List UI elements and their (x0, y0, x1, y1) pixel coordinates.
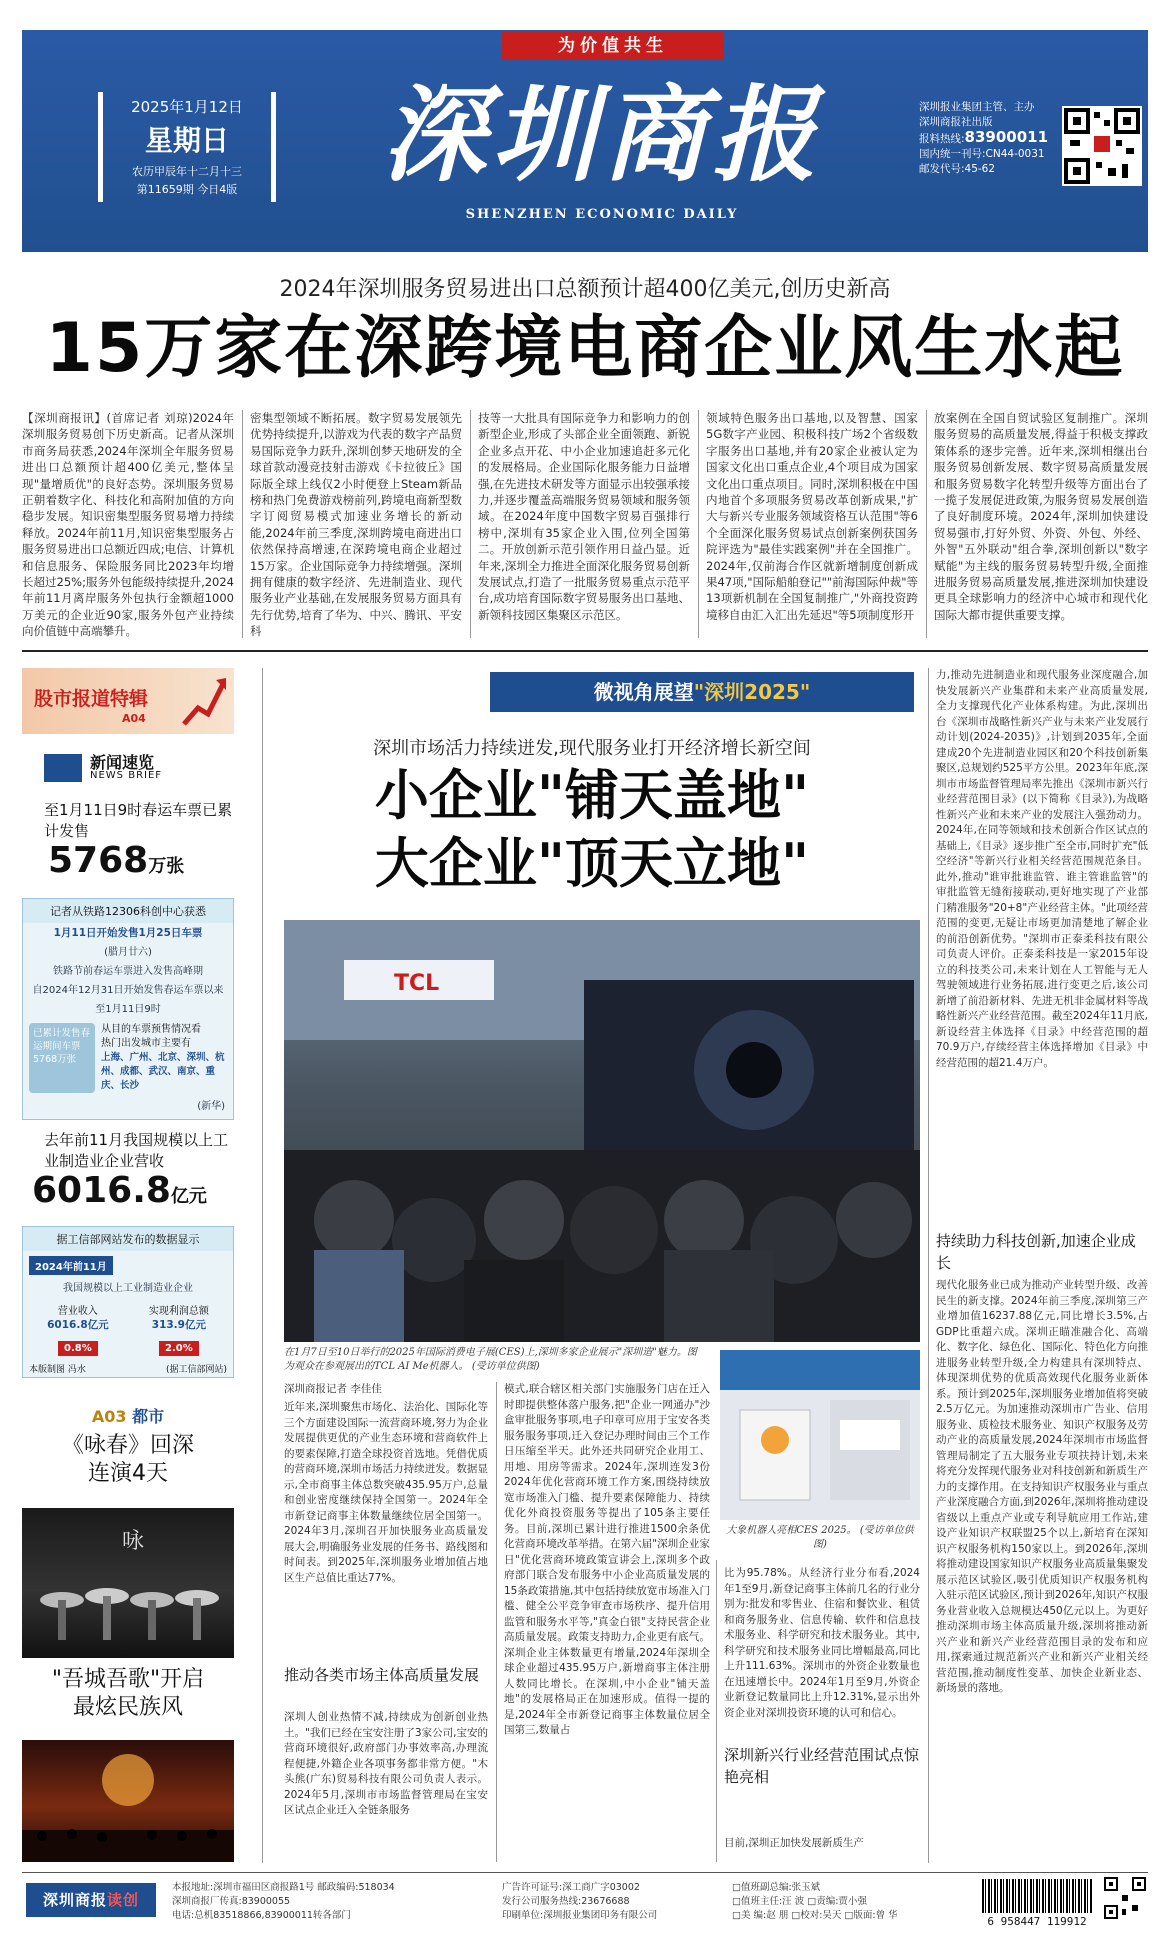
story-1-headline[interactable] (22, 1432, 234, 1488)
feature-col-a-2: 深圳人创业热情不减,持续成为创新创业热土。"我们已经在宝安注册了3家公司,宝安的营商环境很好,政府部门办事效率高,办理流程便捷,外籍企业各项事务都非常方便。"木头熊(广东)贸易科技有限公司负责人表示。2024年5月,深圳市市场监督管理局在宝安区试点企业迁入全链条服务 (284, 1711, 488, 1816)
barcode-number: 6 958447 119912 (987, 1915, 1087, 1928)
column-divider (470, 410, 471, 638)
feature-col-b: 模式,联合辖区相关部门实施服务门店在迁入时即提供整体落户服务,把"企业一网通办"沙盒审批服务事项,电子印章可应用于宝安各类服务服务事项,迁入登记办理时间由三个工作日压缩至半天。此外还共同研究企业用工、用地、用房等需求。2024年,深圳连发3份2024年优化营商环境工作方案,围绕持续放宽市场准入门槛、提升要素保障能力、持续优化外商投资服务等提出了105条主要任务。目前,深圳已累计进行推进1500余条优化营商环境改革举措。在第六届"深圳企业家日"优化营商环境政策宣讲会上,深圳多个政府部门联合发布服务中小企业高质量发展的15条政策措施,其中包括持续放宽市场准入门槛、健全公平竞争审查市场秩序、提升信用监管和服务水平等,"真金白银"支持民营企业高质量发展。政策支持助力,企业更有底气。深圳企业主体数量更有增量,2024年深圳全球企业超过435.95万户,新增商事主体注册人数同比增长。在深圳,中小企业"铺天盖地"的发展格局正在加速形成。值得一提的是,2024年全市新登记商事主体数量位居全国第三,数量占 (504, 1383, 710, 1736)
issue-number: 第11659期 今日4版 (136, 183, 238, 196)
issue-date: 2025年1月12日 (131, 98, 243, 116)
industry-info-header: 据工信部网站发布的数据显示 (23, 1227, 233, 1251)
industry-scope: 我国规模以上工业制造业企业 (63, 1283, 193, 1294)
slogan: 为价值共生 (502, 32, 724, 60)
robot-photo (720, 1350, 920, 1520)
brief-2-figure (22, 1170, 234, 1211)
column-divider (716, 1560, 717, 1862)
publisher-info (919, 100, 1069, 177)
newspaper-title-en: SHENZHEN ECONOMIC DAILY (465, 207, 739, 222)
railway-sale-date: 1月11日开始发售1月25日车票 (53, 927, 203, 939)
top-story-col-5: 放案例在全国自贸试验区复制推广。深圳服务贸易的高质量发展,得益于积极支撑政策体系的逐步完善。近年来,深圳相继出台服务贸易创新发展、数字贸易高质量发展和服务贸易数字化转型升级等方面出台了一揽子发展促进政策,为服务贸易发展创造了良好制度环境。2024年,深圳加快建设贸易强市,打好外贸、外资、外包、外经、外智"五外联动"组合拳,深圳创新以"数字赋能"为主线的服务贸易转型升级,全面推进服务贸易高质量发展,推进深圳加快建设更具全球影响力的经济中心城市和现代化国际大都市提供重要支撑。 (934, 411, 1148, 622)
footer-designer: □美 编:赵 朋 □校对:吴天 □版面:曾 华 (732, 1910, 898, 1921)
a03-page: A03 (91, 1407, 127, 1426)
brief-1-figure (22, 840, 234, 881)
story-1-line-2: 连演4天 (88, 1461, 168, 1486)
news-brief-header (22, 750, 234, 786)
column-divider (242, 410, 243, 638)
feature-column-label: 微视角展望 (593, 680, 694, 704)
footer-qr-code-icon[interactable] (1104, 1877, 1146, 1919)
footer-address: 本报地址:深圳市福田区商报路1号 邮政编码:518034 (172, 1882, 395, 1893)
industry-period-tag: 2024年前11月 (29, 1256, 113, 1275)
publisher: 深圳商报社出版 (919, 116, 993, 128)
feature-headline[interactable] (262, 762, 922, 898)
feature-col-d-2: 现代化服务业已成为推动产业转型升级、改善民生的新支撑。2024年前三季度,深圳第三产业增加值16237.88亿元,同比增长3.5%,占GDP比重超六成。深圳正瞄准融合化、高端化、数字化、绿色化、国际化、特色化方向推进服务业转型升级,全力构建具有深圳特点、体现深圳优势的优质高效现代化服务业新体系。预计到2025年,深圳服务业增加值将突破2.5万亿元。为加速推动深圳市广告业、信用服务业、质检技术服务业、知识产权服务及劳动产业的高质量发展,2024年深圳市市场监督管理局制定了五大服务业专项扶持计划,未来将充分发挥现代服务业对科技创新和新质生产力的支撑作用。在支持知识产权服务业与重点产业深度融合方面,到2026年,深圳将推动建设省级以上重点产业或专利导航应用工作站,建设产业知识产权联盟25个以上,新培育在深知识产权服务机构150家以上。到2026年,深圳将推动建设国家知识产权服务业高质量集聚发展示范区试验区,吸引优质知识产权服务机构入驻示范区试验区,预计到2026年,知识产权服务业营业收入总规模达450亿元以上。为更好推动深圳市场主体高质量升级,深圳将推动新兴产业和新兴产业经营范围目录的发布和应用,探索通过规范新兴产业和新兴产业相关经营范围,推动制度性变革、加快企业新业态、新场景的落地。 (936, 1279, 1148, 1694)
weekday: 星期日 (144, 124, 229, 157)
postal-code: 邮发代号:45-62 (919, 163, 996, 175)
story-2-headline[interactable] (22, 1666, 234, 1722)
footer-logo-main: 深圳商报 (42, 1891, 107, 1909)
railway-lunar-date: (腊月廿六) (104, 947, 152, 958)
railway-preview: 从目的车票预售情况看 (101, 1024, 201, 1035)
railway-peak: 铁路节前春运车票进入发售高峰期 (53, 966, 203, 977)
barcode-icon (982, 1879, 1092, 1913)
newspaper-title: 深圳商报 (381, 73, 822, 196)
cn-number: 国内统一刊号:CN44-0031 (919, 148, 1045, 160)
feature-headline-line-2: 大企业"顶天立地" (374, 832, 810, 895)
brief-2-text: 去年前11月我国规模以上工业制造业企业营收 (44, 1131, 229, 1170)
svg-text:TCL: TCL (394, 971, 440, 996)
feature-subheadline: 深圳市场活力持续迸发,现代服务业打开经济增长新空间 (373, 738, 811, 759)
masthead (22, 30, 1148, 252)
footer-chief-editor: □值班副总编:张玉斌 (732, 1882, 821, 1893)
railway-since: 自2024年12月31日开始发售春运车票以来 (32, 985, 224, 996)
footer-ad-license: 广告许可证号:深工商广字03002 (502, 1882, 640, 1893)
feature-column-banner (490, 672, 914, 712)
lunar-date: 农历甲辰年十二月十三 (132, 165, 242, 178)
story-2-line-2: 最炫民族风 (72, 1695, 183, 1720)
brief-2-number: 6016.8 (32, 1170, 171, 1211)
trend-arrow-icon (182, 674, 228, 728)
feature-col-a: 近年来,深圳聚焦市场化、法治化、国际化等三个方面建设国际一流营商环境,努力为企业发展提供更优的产业生态环境和营商软件上的要素保障,打造全球投资首选地。凭借优质的营商环境,深圳市场活力持续迸发。数据显示,全市商事主体总数突破435.95万户,总量和创业密度继续保持全国第一。2024年全市新登记商事主体数量继续位居全国第一。2024年3月,深圳召开加快服务业高质量发展大会,明确服务业发展的任务书、路线图和时间表。到2025年,深圳服务业增加值占地区生产总值比重达77%。 (284, 1401, 488, 1584)
footer-hotline: 发行公司服务热线:23676688 (502, 1896, 630, 1907)
feature-col-c-2: 目前,深圳正加快发展新质生产 (724, 1837, 864, 1849)
feature-byline: 深圳商报记者 李佳佳 (284, 1383, 382, 1395)
top-story-col-4: 领域特色服务出口基地,以及智慧、国家5G数字产业园、积极科技广场2个省级数字服务出口基地,并有20家企业被认定为国家文化出口重点企业,4个项目成为国家文化出口重点项目。同时,深圳积极在中国内地首个多项服务贸易改革创新成果,"扩大与新兴专业服务领域资格互认范围"等6个全面深化服务贸易试点创新案例获国务院评选为"最佳实践案例"并在全国推广。2024年,仅前海合作区就新增制度创新成果47项,"国际船舶登记""前海国际仲裁"等13项新机制在全国复制推广,"外商投资跨境移自由汇入汇出先延迟"等5项制度形开 (706, 411, 918, 622)
footer-duty-editor: □值班主任:汪 波 □责编:贾小强 (732, 1896, 867, 1907)
revenue-label: 营业收入 (57, 1306, 98, 1317)
industry-source: (据工信部网站) (165, 1365, 227, 1375)
railway-hot-cities: 上海、广州、北京、深圳、杭州、成都、武汉、南京、重庆、长沙 (101, 1052, 225, 1091)
hotline-label: 报料热线: (919, 133, 965, 145)
news-brief-marker (44, 754, 82, 782)
ces-photo (284, 920, 920, 1342)
brief-2-unit: 亿元 (170, 1186, 207, 1207)
feature-col-d: 力,推动先进制造业和现代服务业深度融合,加快发展新兴产业集群和未来产业高质量发展,全力支撑现代化产业体系构建。为此,深圳出台《深圳市战略性新兴产业与未来产业发展行动计划(2024-2035)》,计划到2035年,全面建成20个先进制造业园区和20个科技创新集聚区,总规划约525平方公里。2023年年底,深圳市市场监督管理局率先推出《深圳市新兴行业经营范围目录》(以下简称《目录》),为战略性新兴产业和未来产业的发展注入强劲动力。2024年,在同等领域和技术创新合作区试点的基础上,《目录》逐步推广至全市,同时扩充"低空经济"等新兴行业相关经营范围规范条目。此外,推动"谁审批谁监管、谁主管谁监管"的审批监管无缝衔接联动,更好地实现了产业部门精准服务"20+8"产业经营主体。"此项经营范围的变更,无疑让市场更加清楚地了解企业的前沿创新优势。"深圳市正泰柔科技有限公司负责人评价。正泰柔科技是一家2015年设立的科技类公司,未来计划在人工智能与无人驾驶领域进行业务拓展,进行变更之后,该公司新增了前沿新材料、先进无机非金属材料等战略性新兴产业经营范围。截至2024年11月底,新设经营主体选择《目录》中经营范围的超70.9万户,存续经营主体选择增加《目录》中经营范围的超21.4万户。 (936, 669, 1148, 1069)
column-divider (698, 410, 699, 638)
column-divider (926, 410, 927, 638)
railway-hot-cities-label: 热门出发城市主要有 (101, 1038, 191, 1049)
section-pointer-a03[interactable] (22, 1404, 234, 1427)
footer-printer: 印刷单位:深圳报业集团印务有限公司 (502, 1910, 658, 1921)
top-story-subheadline: 2024年深圳服务贸易进出口总额预计超400亿美元,创历史新高 (279, 277, 891, 302)
feature-col-a-section: 推动各类市场主体高质量发展 (284, 1666, 480, 1684)
footer-logo[interactable] (26, 1883, 156, 1917)
column-divider (496, 1382, 497, 1862)
date-box (98, 92, 276, 202)
section-divider (22, 650, 1148, 652)
footer-fax: 深圳商报厂传真:83900055 (172, 1896, 291, 1907)
top-story-col-2: 密集型领域不断拓展。数字贸易发展领先优势持续提升,以游戏为代表的数字产品贸易国际竞争力跃升,深圳创梦天地研发的全球首款动漫竞技射击游戏《卡拉彼丘》国际版全球上线仅2小时便登上Steam新品榜和热门免费游戏榜前列,跨境电商新型数字订阅贸易模式加速业务增长的新动能,2024年前三季度,深圳跨境电商进出口依然保持高增速,在深跨境电商企业超过15万家。企业国际竞争力持续增强。深圳拥有健康的数字经济、先进制造业、现代服务业产业基础,在发展服务贸易方面具有先行优势,培育了华为、中兴、腾讯、平安科 (250, 411, 462, 638)
railway-until: 至1月11日9时 (95, 1004, 161, 1015)
chart-credit: 本版制图 冯水 (29, 1365, 86, 1375)
feature-col-c: 比为95.78%。从经济行业分布看,2024年1至9月,新登记商事主体前几名的行业分别为:批发和零售业、住宿和餐饮业、租赁和商务服务业、信息传输、软件和信息技术服务业、科学研究和技术服务业。其中,科学研究和技术服务业同比增幅最高,同比上升111.63%。深圳市的外资企业数量也在迅速增长中。2024年1月至9月,外资企业新登记数量同比上升12.31%,显示出外资企业对深圳投资环境的认可和信心。 (724, 1567, 920, 1719)
concert-photo (22, 1740, 234, 1862)
sponsor: 深圳报业集团主管、主办 (919, 101, 1035, 113)
footer (22, 1872, 1148, 1932)
feature-col-c-section: 深圳新兴行业经营范围试点惊艳亮相 (724, 1746, 920, 1786)
story-1-line-1: 《咏春》回深 (61, 1433, 194, 1458)
column-divider (928, 668, 929, 1863)
revenue-growth: 0.8% (58, 1341, 98, 1356)
robot-photo-caption: 大象机器人亮相CES 2025。 (受访单位供图) (726, 1525, 914, 1550)
railway-total: 已累计发售春运期间车票5768万张 (29, 1023, 95, 1093)
footer-phone: 电话:总机83518866,83900011转各部门 (172, 1910, 351, 1921)
stock-report-title: 股市报道特辑 (34, 688, 149, 710)
industry-info-box (22, 1226, 234, 1378)
railway-info-header: 记者从铁路12306科创中心获悉 (23, 899, 233, 923)
top-story-headline[interactable]: 15万家在深跨境电商企业风生水起 (45, 309, 1125, 388)
news-brief-title: 新闻速览 (90, 753, 155, 772)
svg-text:咏: 咏 (122, 1529, 145, 1554)
brief-1-number: 5768 (48, 840, 149, 881)
ces-photo-caption: 在1月7日至10日举行的2025年国际消费电子展(CES)上,深圳多家企业展示"深圳造"魅力。图为观众在参观展出的TCL AI Me机器人。 (受访单位供图) (284, 1347, 697, 1372)
profit-value: 313.9亿元 (151, 1319, 206, 1331)
top-story-col-1: 【深圳商报讯】(首席记者 刘琼)2024年深圳服务贸易创下历史新高。记者从深圳市商务局获悉,2024年深圳全年服务贸易进出口总额预计超400亿美元,整体呈现"量增质优"的良好态势。深圳服务贸易正朝着数字化、科技化和高附加值的方向稳步发展。知识密集型服务贸易增力持续释放。2024年前11月,知识密集型服务占服务贸易进出口总额近四成;电信、计算机和信息服务、保险服务同比2023年均增长超过25%;服务外包能级持续提升,2024年前11月离岸服务外包执行金额超1000万美元的企业近90家,服务外包产业持续向价值链中高端攀升。 (22, 411, 234, 638)
hotline-number: 83900011 (964, 128, 1049, 146)
news-brief-title-en: NEWS BRIEF (90, 770, 163, 781)
story-2-line-1: "吾城吾歌"开启 (51, 1667, 205, 1692)
revenue-value: 6016.8亿元 (47, 1319, 109, 1331)
feature-col-d-section: 持续助力科技创新,加速企业成长 (936, 1232, 1136, 1272)
profit-label: 实现利润总额 (148, 1306, 209, 1317)
opera-photo (22, 1508, 234, 1658)
stock-report-banner[interactable] (22, 668, 234, 734)
railway-source: (新华) (197, 1101, 225, 1112)
top-story-col-3: 技等一大批具有国际竞争力和影响力的创新型企业,形成了头部企业全面领跑、新锐企业多点开花、中小企业加速追赶多元化的发展格局。企业国际化服务能力日益增强,在先进技术研发等方面显示出较强承接力,并逐步覆盖高端服务贸易领域和服务领域。在2024年度中国数字贸易百强排行榜中,深圳有35家企业入围,位列全国第二。开放创新示范引领作用日益凸显。近年来,深圳全力推进全面深化服务贸易创新发展试点,打造了一批服务贸易重点示范平台,成功培育国际数字贸易服务出口基地、新领科技园区集聚区示范区。 (478, 411, 690, 622)
qr-code-icon[interactable] (1062, 106, 1142, 186)
a03-section: 都市 (132, 1407, 165, 1426)
feature-column-highlight: "深圳2025" (693, 680, 811, 704)
feature-headline-line-1: 小企业"铺天盖地" (374, 764, 810, 827)
stock-report-page: A04 (122, 712, 146, 725)
footer-logo-app: 读创 (107, 1891, 140, 1909)
railway-info-box (22, 898, 234, 1120)
brief-1-text: 至1月11日9时春运车票已累计发售 (44, 801, 233, 840)
brief-1-unit: 万张 (148, 856, 185, 877)
profit-growth: 2.0% (159, 1341, 199, 1356)
